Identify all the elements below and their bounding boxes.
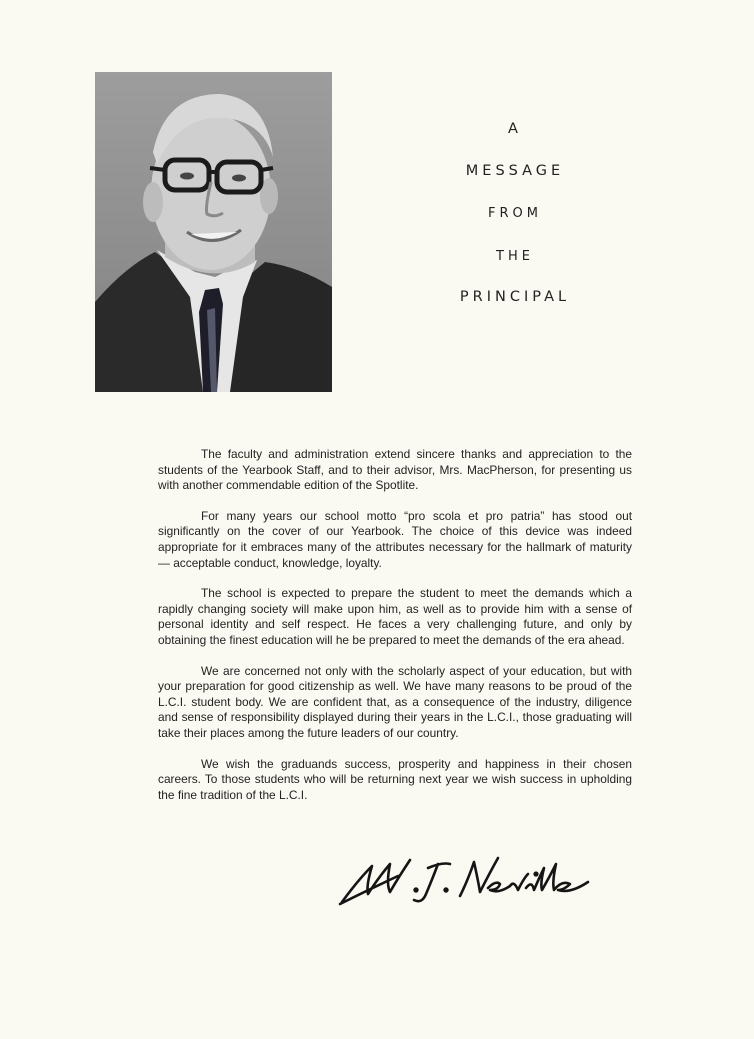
message-body	[158, 447, 632, 818]
paragraph-4: We are concerned not only with the scholarly aspect of your education, but with your preparation for good citizenship as well. We have many reasons to be proud of the L.C.I. student body. We are confident that, as a consequence of the industry, diligence and sense of responsibility displayed during their years in the L.C.I., those graduating will take their places among the future leaders of our country.	[158, 663, 632, 740]
paragraph-2: For many years our school motto “pro scola et pro patria” has stood out significantly on the cover of our Yearbook. The choice of this device was indeed appropriate for it embraces many of the attributes necessary for the hallmark of maturity — acceptable conduct, knowledge, loyalty.	[158, 508, 632, 570]
principal-signature	[338, 850, 623, 908]
title-line-a: A	[508, 121, 522, 137]
principal-portrait-image	[95, 72, 332, 392]
principal-photo	[95, 72, 332, 392]
signature-image	[338, 850, 623, 908]
paragraph-1: The faculty and administration extend sincere thanks and appreciation to the students of the Yearbook Staff, and to their advisor, Mrs. MacPherson, for presenting us with another commendable edition of the Spotlite.	[158, 447, 632, 493]
paragraph-5: We wish the graduands success, prosperity and happiness in their chosen careers. To those students who will be returning next year we wish success in upholding the fine tradition of the L.C.I.	[158, 756, 632, 802]
title-line-principal: PRINCIPAL	[459, 289, 571, 305]
paragraph-3: The school is expected to prepare the student to meet the demands which a rapidly changing society will make upon him, as well as to provide him with a sense of personal identity and self respect. He faces a very challenging future, and only by obtaining the finest education will he be prepared to meet the demands of the era ahead.	[158, 586, 632, 647]
title-line-the: THE	[496, 249, 534, 264]
title-line-message: MESSAGE	[465, 163, 565, 179]
title-line-from: FROM	[488, 206, 542, 221]
